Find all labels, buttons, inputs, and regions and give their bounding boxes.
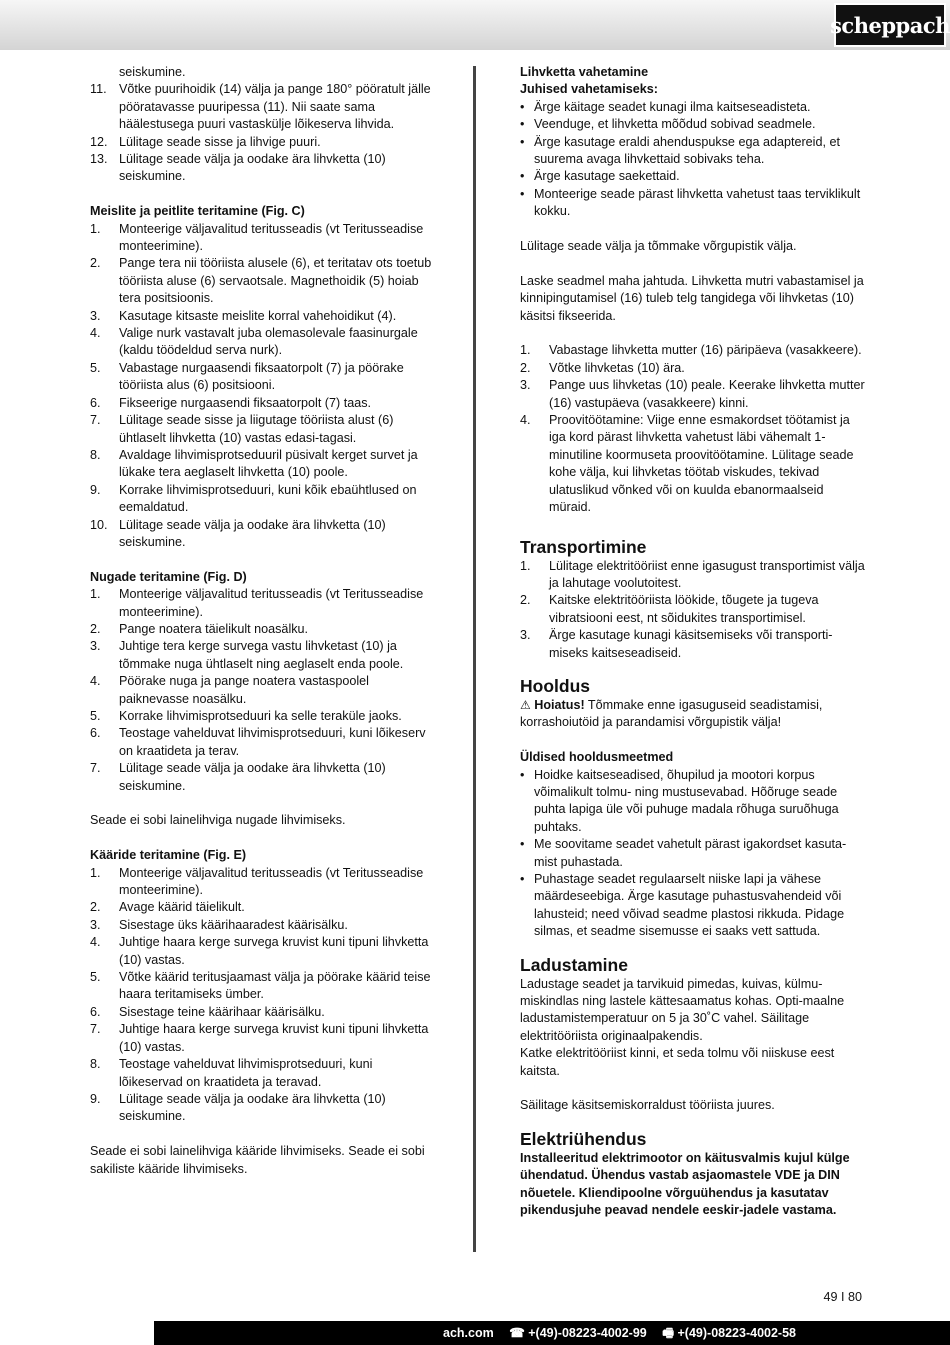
list-item-number: 7. [90,761,101,776]
list-item-text: Proovitöötamine: Viige enne esmakordset töötamist ja iga kord pärast lihvketta vahetust läbi vähemalt 1-minutiline koormuseta proovitöötamine. Lülitage seade kohe välja, kui lihvketas töötab viskudes, tekivad ulatuslikud võnked või on kuulda ebanormaalseid müraid. [549,413,854,515]
storage-paragraph-2: Katke elektritööriist kinni, et seda tolmu või niiskuse eest kaitsta. [520,1046,835,1078]
list-item-number: 1. [90,865,101,880]
intro-continuation: seiskumine. [119,65,186,79]
right-column [520,64,865,1219]
list-item-text: Teostage vahelduvat lihvimisprotseduuri, kuni lõikeservad on kraatideta ja teravad. [119,1057,373,1089]
list-item [90,934,435,969]
list-item [90,917,435,934]
footer-web: ach.com [443,1326,494,1340]
list-item [90,760,435,795]
list-item-number: 3. [90,917,101,932]
disc-paragraph-2: Laske seadmel maha jahtuda. Lihvketta mutri vabastamisel ja kinnipingutamisel (16) tuleb telg tangidega või lihvketas (10) käsitsi fikseerida. [520,273,864,323]
maintenance-subheading: Üldised hooldusmeetmed [520,750,674,765]
list-item [90,969,435,1004]
storage-paragraph-1: Ladustage seadet ja tarvikuid pimedas, kuivas, külmu-miskindlas ning lastele kättesaamatus kohas. Opti-maalne ladustamistemperatuur on 5 ja 30˚C vahel. Säilitage elektritööriista originaalpakendis. [520,976,845,1043]
list-item-number: 9. [90,482,101,497]
footer-phone: ☎ +(49)-08223-4002-99 [509,1326,647,1340]
list-item-text: Pöörake nuga ja pange noatera vastaspoolel paiknevasse noasälku. [119,674,369,706]
maintenance-bullets [520,767,865,941]
list-item [90,1056,435,1091]
list-item [90,151,435,186]
footer-contact [431,1324,796,1342]
list-item-text: Lülitage seade välja ja oodake ära lihvketta (10) seiskumine. [119,1091,386,1124]
scheppach-logo: scheppach [834,3,946,47]
list-item-text: Monteerige väljavalitud teritusseadis (vt Teritusseadise monteerimine). [119,865,424,898]
chisel-heading: Meislite ja peitlite teritamine (Fig. C) [90,204,305,219]
list-item-text: Vabastage lihvketta mutter (16) päripäeva (vasakkeere). [549,343,862,358]
list-item [90,1091,435,1126]
footer-bar [0,1321,950,1345]
list-item [90,638,435,673]
list-item-text: Juhtige haara kerge survega kruvist kuni tipuni lihvketta (10) vastas. [119,1022,429,1054]
list-item [90,447,435,482]
list-item-number: 6. [90,726,101,741]
list-item [520,360,865,377]
footer-white-block [0,1321,154,1345]
column-divider [473,66,476,1252]
list-item-number: 2. [90,900,101,915]
warning-label: Hoiatus! [534,697,585,712]
list-item [90,673,435,708]
bullet-item: • Ärge kasutage eraldi ahenduspukse ega adaptereid, et suurema avaga lihvkettaid sobivaks teha. [520,134,865,169]
bullet-item: • Monteerige seade pärast lihvketta vahetust taas terviklikult kokku. [520,186,865,221]
list-item-number: 10. [90,517,108,532]
list-item-text: Võtke lihvketas (10) ära. [549,360,685,375]
list-item-text: Sisestage teine käärihaar käärisälku. [119,1004,325,1019]
left-column [90,64,435,1178]
list-item [520,627,865,662]
list-item-number: 6. [90,395,101,410]
bullet-item: • Ärge kasutage saekettaid. [520,168,865,185]
transport-heading: Transportimine [520,536,647,557]
bullet-item: • Ärge käitage seadet kunagi ilma kaitseseadisteta. [520,99,865,116]
list-item-text: Lülitage seade välja ja oodake ära lihvketta (10) seiskumine. [119,761,386,793]
list-item-number: 4. [90,935,101,950]
list-item-text: Lülitage seade sisse ja lihvige puuri. [119,134,321,149]
knife-heading: Nugade teritamine (Fig. D) [90,569,247,584]
list-item [90,1004,435,1021]
list-item [520,412,865,516]
list-item-text: Valige nurk vastavalt juba olemasolevale faasinurgale (kaldu töödeldud serva nurk). [119,326,418,358]
list-item [520,377,865,412]
list-item [90,360,435,395]
list-item [90,81,435,133]
list-item-text: Monteerige väljavalitud teritusseadis (vt Teritusseadise monteerimine). [119,587,424,619]
list-item-number: 5. [90,360,101,375]
list-item-number: 5. [90,709,101,723]
electrical-heading: Elektriühendus [520,1128,647,1149]
list-item-number: 6. [90,1004,101,1019]
storage-heading: Ladustamine [520,954,628,975]
scissors-note: Seade ei sobi lainelihviga kääride lihvimiseks. Seade ei sobi sakiliste kääride lihvimiseks. [90,1144,425,1176]
top-header-bar [0,0,950,50]
page-number: 49 I 80 [823,1290,862,1304]
list-item-number: 3. [520,628,531,643]
list-item [90,865,435,900]
list-item-number: 1. [90,221,101,236]
list-item-text: Lülitage seade välja ja oodake ära lihvketta (10) seiskumine. [119,517,386,549]
scissors-heading: Kääride teritamine (Fig. E) [90,848,247,863]
list-item-text: Lülitage elektritööriist enne igasugust transportimist välja ja lahutage voolutoitest. [549,558,865,590]
list-item-text: Sisestage üks käärihaaradest käärisälku. [119,917,348,932]
list-item-number: 11. [90,82,107,97]
list-item-number: 7. [90,413,101,428]
chisel-list [90,221,435,552]
bullet-item: • Puhastage seadet regulaarselt niiske lapi ja vähese määrdeseebiga. Ärge kasutage puhastusvahendeid või lahusteid; need võivad seadme plastosi rikkuda. Pidage silmas, et seadme sisemusse ei saaks vett sattuda. [520,871,865,941]
list-item-number: 8. [90,447,101,462]
list-item-text: Kasutage kitsaste meislite korral vahehoidikut (4). [119,308,397,323]
list-item [90,412,435,447]
list-item-text: Vabastage nurgaasendi fiksaatorpolt (7) ja pöörake tööriista alus (6) positsiooni. [119,360,404,393]
list-item [90,221,435,256]
list-item-number: 4. [520,413,531,428]
list-item [90,395,435,412]
list-item [90,725,435,760]
maintenance-heading: Hooldus [520,675,590,696]
disc-list [520,342,865,516]
list-item-number: 3. [90,308,101,323]
maintenance-warning [520,697,865,732]
list-item-number: 4. [90,674,101,689]
list-item-number: 3. [520,378,531,393]
list-item [90,708,435,725]
list-item [90,517,435,552]
electrical-text: Installeeritud elektrimootor on käitusvalmis kujul külge ühendatud. Ühendus vastab asjaomastele VDE ja DIN nõuetele. Kliendipoolne võrguühendus ja kasutatav pikendusjuhe peavad nendele eeskir-jadele vastama. [520,1150,850,1218]
list-item [520,342,865,359]
list-item-text: Juhtige tera kerge survega vastu lihvketast (10) ja tõmmake nuga ühtlaselt ning aeglaselt enda poole. [119,639,404,671]
list-item-number: 2. [90,256,101,271]
list-item-text: Avaldage lihvimisprotseduuril püsivalt kerget survet ja lükake tera aeglaselt lihvketta (10) poole. [119,447,418,480]
disc-bullets [520,99,865,221]
list-item [90,325,435,360]
list-item-number: 1. [90,587,101,602]
list-item-number: 1. [520,558,531,573]
list-item-text: Ärge kasutage kunagi käsitsemiseks või transporti-miseks kaitseseadiseid. [549,628,833,660]
list-item-text: Monteerige väljavalitud teritusseadis (vt Teritusseadise monteerimine). [119,221,424,254]
list-item-text: Teostage vahelduvat lihvimisprotseduuri, kuni lõikeserv on kraatideta ja terav. [119,726,426,758]
storage-paragraph-3: Säilitage käsitsemiskorraldust tööriista juures. [520,1098,775,1113]
list-item-number: 2. [520,593,531,608]
list-item [90,586,435,621]
footer-fax: 🖷 +(49)-08223-4002-58 [662,1326,796,1340]
list-item-number: 2. [520,360,531,375]
list-item-number: 1. [520,343,531,358]
list-item-text: Lülitage seade sisse ja liigutage tööriista alust (6) ühtlaselt lihvketta (10) vastas edasi-tagasi. [119,413,394,445]
list-item-text: Pange tera nii tööriista alusele (6), et teritatav ots toetub tööriista aluse (6) servaotsale. Magnethoidik (5) hoiab tera positsioonis. [119,256,432,306]
bullet-item: • Me soovitame seadet vahetult pärast igakordset kasuta-mist puhastada. [520,836,865,871]
knife-note: Seade ei sobi lainelihviga nugade lihvimiseks. [90,813,346,828]
warning-triangle-icon: ⚠ [520,697,531,712]
bullet-item: • Hoidke kaitseseadised, õhupilud ja mootori korpus võimalikult tolmu- ning mustusevabad. Hõõruge seade puhta lapiga üle või puhuge madala rõhuga suruõhuga puhtaks. [520,767,865,837]
list-item [90,255,435,307]
list-item-text: Pange uus lihvketas (10) peale. Keerake lihvketta mutter (16) vastupäeva (vasakkeere) kinni. [549,378,865,410]
knife-list [90,586,435,795]
list-item [90,621,435,638]
list-item-text: Pange noatera täielikult noasälku. [119,621,309,636]
disc-paragraph-1: Lülitage seade välja ja tõmmake võrgupistik välja. [520,239,797,254]
list-item-number: 4. [90,326,101,341]
list-item-text: Võtke puurihoidik (14) välja ja pange 180° pööratult jälle pööratavasse puuripessa (11). Nii saate sama häälestusega puuri vastaskülje lõikeserva lihvida. [119,82,431,132]
list-item [90,1021,435,1056]
list-item-number: 12. [90,134,108,149]
disc-heading: Lihvketta vahetamine [520,65,649,79]
list-item-number: 5. [90,970,101,985]
list-item-text: Juhtige haara kerge survega kruvist kuni tipuni lihvketta (10) vastas. [119,935,429,967]
list-item-text: Võtke käärid teritusjaamast välja ja pöörake käärid teise haara teritamiseks ümber. [119,970,431,1002]
list-item [520,558,865,593]
list-item [90,482,435,517]
bullet-item: • Veenduge, et lihvketta mõõdud sobivad seadmele. [520,116,865,133]
warning-text: Tõmmake enne igasuguseid seadistamisi, korrashoiutöid ja parandamisi võrgupistik välja! [520,697,823,730]
list-item-text: Korrake lihvimisprotseduuri, kuni kõik ebaühtlused on eemaldatud. [119,482,417,515]
list-item-number: 2. [90,621,101,636]
list-item-number: 13. [90,152,108,167]
list-item [520,592,865,627]
list-item-number: 7. [90,1022,101,1037]
transport-list [520,558,865,662]
list-item-number: 8. [90,1057,101,1072]
intro-list [90,81,435,185]
list-item-text: Avage käärid täielikult. [119,900,245,915]
disc-subheading: Juhised vahetamiseks: [520,82,658,97]
scissors-list [90,865,435,1126]
list-item [90,899,435,916]
list-item-number: 3. [90,639,101,654]
list-item-text: Lülitage seade välja ja oodake ära lihvketta (10) seiskumine. [119,152,386,184]
list-item-text: Korrake lihvimisprotseduuri ka selle teraküle jaoks. [119,709,402,723]
list-item-text: Kaitske elektritööriista löökide, tõugete ja tugeva vibratsiooni eest, nt sõidukites transportimisel. [549,593,819,625]
list-item [90,308,435,325]
list-item-text: Fikseerige nurgaasendi fiksaatorpolt (7) taas. [119,395,372,410]
list-item [90,134,435,151]
list-item-number: 9. [90,1091,101,1106]
